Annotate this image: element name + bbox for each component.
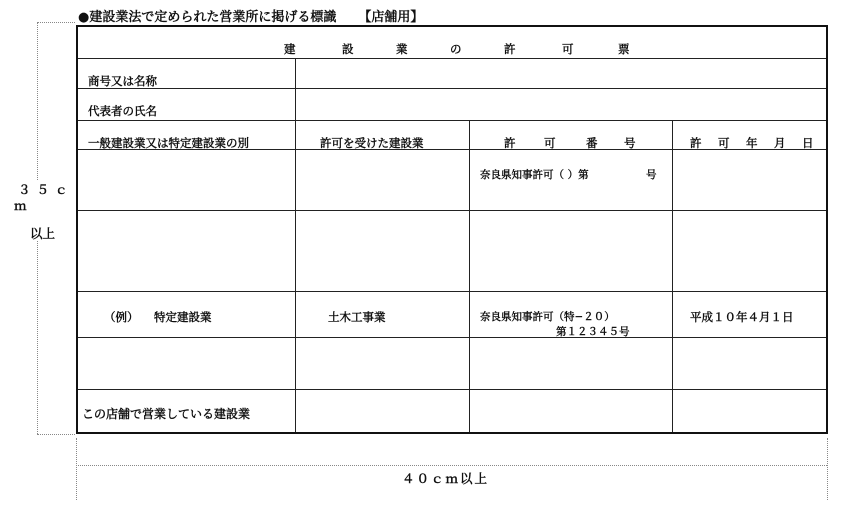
row-divider: [78, 210, 826, 211]
column-header-number-char: 番: [586, 136, 598, 150]
row-divider: [78, 337, 826, 338]
example-date: 平成１０年４月１日: [690, 310, 794, 324]
column-header-date-char: 年: [746, 136, 758, 150]
column-divider: [295, 58, 296, 432]
column-header-date-char: 月: [774, 136, 786, 150]
title-text: ●建設業法で定められた営業所に掲げる標識: [78, 10, 337, 25]
header-char: 建: [284, 42, 296, 56]
header-char: 設: [342, 42, 354, 56]
height-unit: ｍ: [14, 198, 27, 213]
column-header-trade: 許可を受けた建設業: [320, 136, 424, 150]
width-dimension-left-tick: [76, 438, 77, 500]
permit-template-prefix: 奈良県知事許可（ ）第: [480, 169, 589, 181]
row-divider: [78, 291, 826, 292]
header-char: 業: [396, 42, 408, 56]
height-value: ３５ｃ: [18, 182, 74, 197]
width-dimension-line: [76, 465, 827, 466]
representative-label: 代表者の氏名: [88, 104, 157, 118]
row-divider: [78, 58, 826, 59]
row-divider: [78, 120, 826, 121]
column-header-date-char: 可: [718, 136, 730, 150]
example-number-line2: 第１２３４５号: [556, 326, 630, 338]
column-header-number-char: 号: [624, 136, 636, 150]
column-header-date-char: 日: [802, 136, 814, 150]
width-label: ４０ｃｍ以上: [402, 471, 490, 486]
height-suffix: 以上: [30, 226, 56, 241]
permit-template-suffix: 号: [646, 169, 657, 181]
title-tag: 【店舗用】: [358, 10, 424, 25]
header-char: 可: [562, 42, 574, 56]
permit-sign: [76, 25, 828, 434]
height-dimension-top-tick: [37, 22, 75, 23]
sign-title: [78, 6, 423, 25]
example-label: （例）: [104, 310, 139, 324]
column-header-type: 一般建設業又は特定建設業の別: [88, 136, 249, 150]
header-char: の: [450, 42, 462, 56]
header-char: 票: [618, 42, 630, 56]
height-dimension-bottom-tick: [37, 434, 75, 435]
column-header-number-char: 可: [544, 136, 556, 150]
example-trade: 土木工事業: [328, 310, 386, 324]
row-divider: [78, 88, 826, 89]
example-type: 特定建設業: [154, 310, 212, 324]
column-header-number-char: 許: [504, 136, 516, 150]
footer-label: この店舗で営業している建設業: [82, 407, 251, 421]
column-divider: [672, 120, 673, 432]
example-number-line1: 奈良県知事許可（特−２０）: [480, 311, 615, 323]
column-header-date-char: 許: [690, 136, 702, 150]
width-dimension-right-tick: [827, 438, 828, 500]
row-divider: [78, 389, 826, 390]
column-divider: [469, 120, 470, 432]
trade-name-label: 商号又は名称: [88, 74, 157, 88]
header-char: 許: [504, 42, 516, 56]
